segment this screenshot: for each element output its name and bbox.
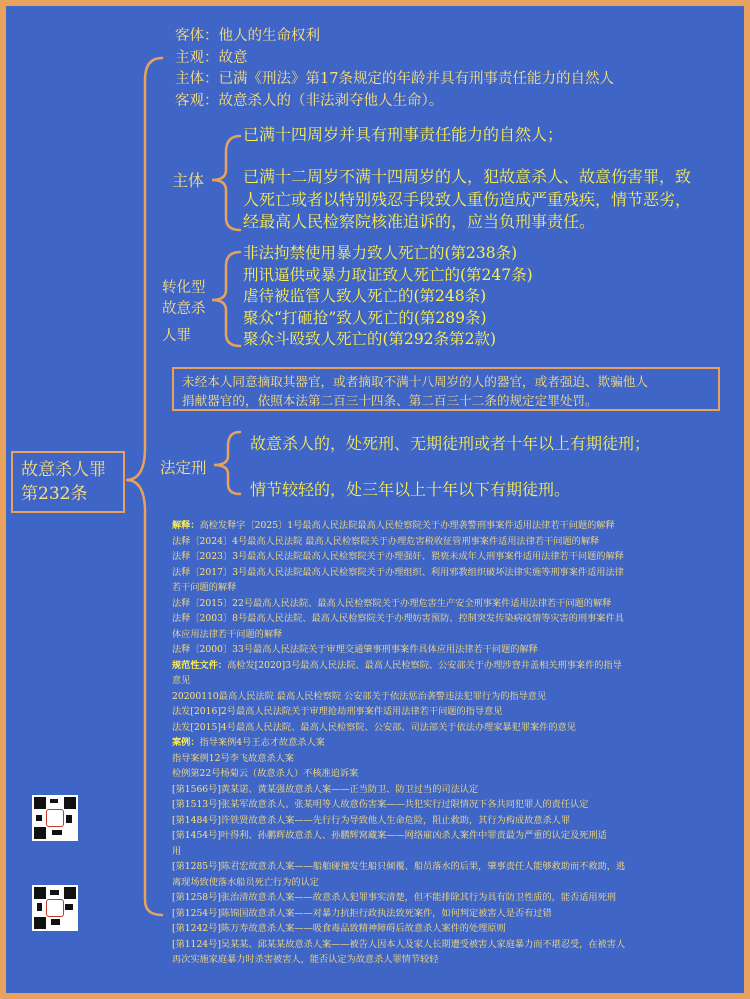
- normative-label: 规范性文件：: [172, 659, 228, 671]
- interpretation-item: 法释〔2015〕22号最高人民法院、最高人民检察院关于办理危害生产安全刑事案件适用法律若干问题的解释: [172, 597, 612, 609]
- case-item: 离现场致使落水船员死亡行为的认定: [172, 876, 319, 888]
- case-item: [第1566号]黄某诺、黄某强故意杀人案——正当防卫、防卫过当的司法认定: [172, 783, 479, 795]
- converted-label-line: 人罪: [162, 328, 191, 344]
- interpretation-item: 法释〔2003〕8号最高人民法院、最高人民检察院关于办理妨害预防、控制突发传染病疫情等灾害的刑事案件具: [172, 613, 624, 624]
- root-title: 故意杀人罪: [21, 460, 106, 480]
- penalty-label: 法定刑: [160, 459, 207, 477]
- case-item: [第1454号]叶得利、孙鹏辉故意杀人、孙鹏辉窝藏案——网络雇凶杀人案件中罪责最为严重的认定及死刑适: [172, 830, 607, 841]
- root-article: 第232条: [21, 484, 88, 504]
- constitution-subject: 主体：已满《刑法》第17条规定的年龄并具有刑事责任能力的自然人: [175, 71, 614, 87]
- case-item: 指导案例4号王志才故意杀人案: [199, 737, 325, 748]
- subject-item-2-line: 经最高人民检察院核准追诉的，应当负刑事责任。: [243, 212, 596, 231]
- converted-label: [162, 278, 206, 347]
- interpretation-item: 法释〔2000〕33号最高人民法院关于审理交通肇事刑事案件具体应用法律若干问题的解释: [172, 644, 538, 655]
- organ-note-line: 捐献器官的，依照本法第二百三十四条、第二百三十二条的规定定罪处罚。: [182, 393, 598, 408]
- converted-item: 聚众斗殴致人死亡的(第292条第2款): [243, 330, 497, 348]
- references-block: [172, 518, 625, 968]
- case-item: 指导案例12号李飞故意杀人案: [172, 752, 294, 764]
- normative-item: 20200110最高人民法院 最高人民检察院 公安部关于依法惩治袭警违法犯罪行为的指导意见: [172, 690, 547, 702]
- case-item: 再次实施家庭暴力时杀害被害人，能否认定为故意杀人罪情节较轻: [172, 954, 439, 965]
- subject-item-2-line: 已满十二周岁不满十四周岁的人，犯故意杀人、故意伤害罪，致: [243, 167, 692, 186]
- subject-item-2-line: 人死亡或者以特别残忍手段致人重伤造成严重残疾，情节恶劣，: [243, 189, 692, 209]
- normative-first-line: [172, 658, 625, 674]
- normative-item: 意见: [172, 675, 191, 686]
- case-item: [第1254号]陈锦国故意杀人案——对暴力抗拒行政执法致死案件，如何判定被害人是否有过错: [172, 907, 552, 919]
- case-item: [第1513号]张某军故意杀人、张某明等人故意伤害案——共犯实行过限情况下各共同犯罪人的责任认定: [172, 799, 589, 810]
- seal-icon: [46, 809, 64, 827]
- normative-item: 法发[2016]2号最高人民法院关于审理抢劫刑事案件适用法律若干问题的指导意见: [172, 706, 503, 717]
- constitution-subjective: 主观：故意: [175, 49, 248, 66]
- qr-code-icon: [32, 795, 78, 841]
- converted-item: 刑讯逼供或暴力取证致人死亡的(第247条): [243, 265, 533, 284]
- converted-item: 非法拘禁使用暴力致人死亡的(第238条): [243, 244, 518, 262]
- root-node: [11, 451, 125, 513]
- constitution-objective: 客观：故意杀人的（非法剥夺他人生命）。: [175, 92, 444, 109]
- penalty-item-1: 故意杀人的，处死刑、无期徒刑或者十年以上有期徒刑；: [250, 434, 651, 453]
- case-item: [第1258号]张治清故意杀人案——故意杀人犯罪事实清楚，但不能排除其行为具有防卫性质的，能否适用死刑: [172, 892, 616, 903]
- subject-item-1: 已满十四周岁并具有刑事责任能力的自然人；: [243, 125, 564, 144]
- seal-icon: [46, 899, 64, 917]
- cases-label: 案例：: [172, 737, 200, 748]
- interpretation-item: 体应用法律若干问题的解释: [172, 628, 283, 640]
- organ-note-line: 未经本人同意摘取其器官，或者摘取不满十八周岁的人的器官，或者强迫、欺骗他人: [182, 374, 648, 389]
- penalty-item-2: 情节较轻的，处三年以上十年以下有期徒刑。: [250, 480, 571, 499]
- case-item: 用: [172, 845, 182, 857]
- normative-item: 法发[2015]4号最高人民法院、最高人民检察院、公安部、司法部关于依法办理家暴犯罪案件的意见: [172, 721, 576, 733]
- converted-label-line: 故意杀: [162, 301, 206, 317]
- case-item: [第1124号]吴某某、邱某某故意杀人案——被告人因本人及家人长期遭受被害人家庭暴力而不堪忍受，在被害人: [172, 938, 626, 950]
- interpretation-item: 若干问题的解释: [172, 582, 237, 593]
- converted-item: 聚众“打砸抢”致人死亡的(第289条): [243, 308, 487, 327]
- cases-first-line: [172, 735, 625, 751]
- constitution-list: [175, 26, 614, 112]
- case-item: 检例第22号杨菊云（故意杀人）不核准追诉案: [172, 768, 359, 779]
- interpretation-item: 法释〔2023〕3号最高人民法院最高人民检察院关于办理强奸、猥亵未成年人刑事案件适用法律若干问题的解释: [172, 551, 624, 562]
- interpretation-first-line: [172, 518, 625, 534]
- interpretation-label: 解释：: [172, 520, 200, 531]
- subject-label: 主体: [172, 171, 205, 190]
- qr-code-icon: [32, 885, 78, 931]
- interpretation-item: 高检发释字〔2025〕1号最高人民法院最高人民检察院关于办理袭警刑事案件适用法律若干问题的解释: [199, 520, 615, 531]
- converted-label-line: 转化型: [162, 280, 206, 296]
- normative-item: 高检发[2020]3号最高人民法院、最高人民检察院、公安部关于办理涉窨井盖相关刑事案件的指导: [227, 659, 622, 671]
- constitution-object: 客体：他人的生命权利: [175, 28, 320, 44]
- converted-list: [243, 243, 533, 351]
- subject-item-2: [243, 166, 691, 234]
- converted-item: 虐待被监管人致人死亡的(第248条): [243, 287, 487, 305]
- interpretation-item: 法释〔2017〕3号最高人民法院最高人民检察院关于办理组织、利用邪教组织破坏法律实施等刑事案件适用法律: [172, 566, 624, 578]
- case-item: [第1285号]陈君宏故意杀人案——船舶碰撞发生船只倾覆、船员落水的后果，肇事责任人能够救助而不救助，逃: [172, 861, 626, 872]
- case-item: [第1242号]陈万寿故意杀人案——吸食毒品致精神障碍后故意杀人案件的处理原则: [172, 923, 506, 934]
- case-item: [第1484号]许铁贤故意杀人案——先行行为导致他人生命危险，阻止救助，其行为构成故意杀人罪: [172, 814, 571, 826]
- interpretation-item: 法释〔2024〕4号最高人民法院 最高人民检察院关于办理危害税收征管刑事案件适用法律若干问题的解释: [172, 535, 600, 547]
- organ-note-box: [172, 367, 720, 411]
